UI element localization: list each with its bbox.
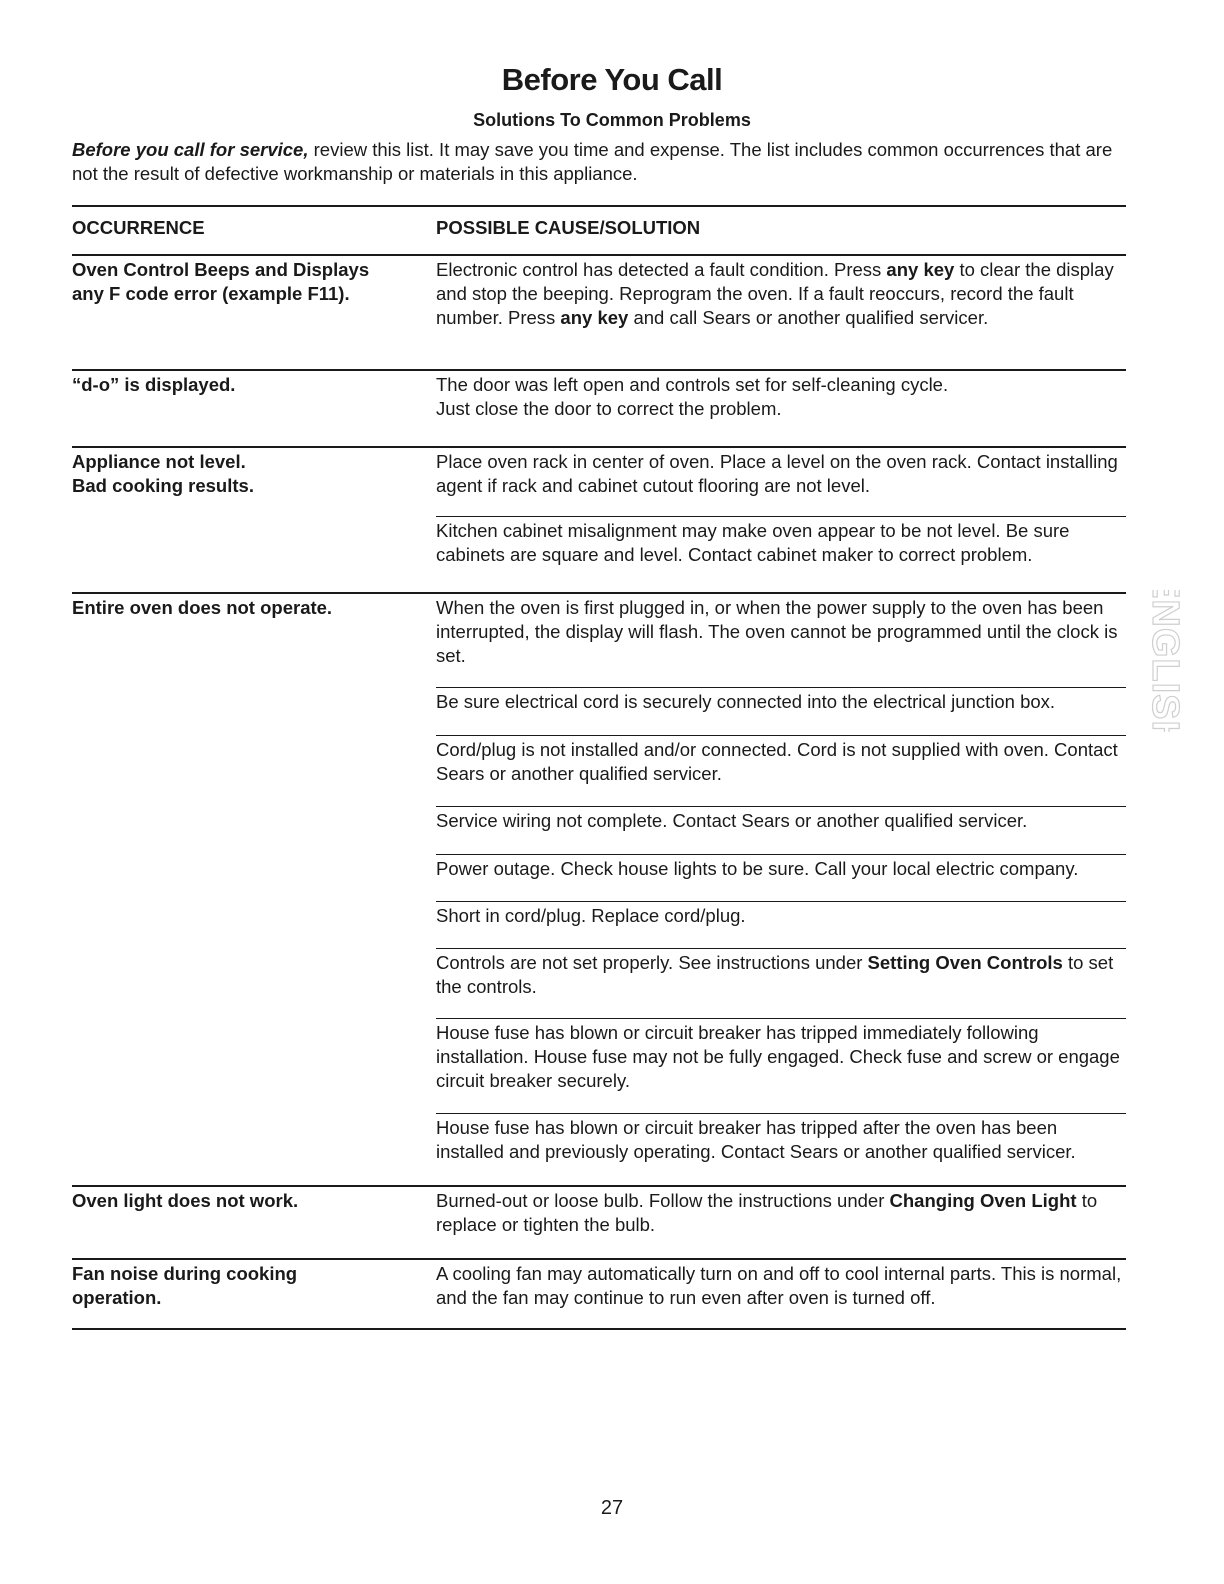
page-title: Before You Call [501, 62, 723, 97]
occurrence-cell [72, 594, 436, 1185]
solution-cell [436, 1019, 1126, 1114]
table-row [72, 448, 1126, 594]
solution-cell [436, 1114, 1126, 1185]
intro-paragraph [72, 138, 1134, 186]
table-row [72, 1187, 1126, 1260]
table-body [72, 256, 1126, 1330]
occurrence-text: Fan noise during cooking [72, 1263, 298, 1284]
solution-cell [436, 371, 1126, 446]
solution-group [436, 1187, 1126, 1258]
occurrence-cell [72, 1260, 436, 1328]
solution-group [436, 256, 1126, 369]
solution-text: and call Sears or another qualified servicer. [628, 307, 989, 328]
solution-text: Short in cord/plug. Replace cord/plug. [436, 905, 746, 926]
solution-cell [436, 807, 1126, 855]
column-header-solution: POSSIBLE CAUSE/SOLUTION [436, 217, 701, 238]
solution-text: to clear the display and stop the beeping. Reprogram the oven. If a fault reoccurs, record the fault number. Press [436, 259, 1114, 328]
page-subtitle: Solutions To Common Problems [473, 110, 751, 130]
side-language-svg [1133, 590, 1193, 732]
occurrence-text: “d-o” is displayed. [72, 374, 236, 395]
occurrence-cell [72, 448, 436, 592]
intro-text: review this list. It may save you time and expense. The list includes common occurrences that are not the result of defective workmanship or materials in this appliance. [72, 139, 1113, 184]
occurrence-text: operation. [72, 1287, 162, 1308]
solution-text: to set the controls. [436, 952, 1114, 997]
solution-text: Be sure electrical cord is securely connected into the electrical junction box. [436, 691, 1056, 712]
solution-text: House fuse has blown or circuit breaker has tripped after the oven has been installed and previously operating. Contact Sears or another qualified servicer. [436, 1117, 1076, 1162]
solution-text: Kitchen cabinet misalignment may make oven appear to be not level. Be sure cabinets are square and level. Contact cabinet maker to correct problem. [436, 520, 1070, 565]
occurrence-text: Oven light does not work. [72, 1190, 299, 1211]
solution-group [436, 371, 1126, 446]
occurrence-cell [72, 256, 436, 369]
solution-emphasis: any key [886, 259, 955, 280]
solution-group [436, 1260, 1126, 1328]
occurrence-text: Entire oven does not operate. [72, 597, 333, 618]
solution-text: House fuse has blown or circuit breaker has tripped immediately following installation. House fuse may not be fully engaged. Check fuse and screw or engage circuit breaker securely. [436, 1022, 1120, 1091]
table-row [72, 1260, 1126, 1330]
solution-cell [436, 517, 1126, 592]
solution-text: When the oven is first plugged in, or when the power supply to the oven has been interrupted, the display will flash. The oven cannot be programmed until the clock is set. [436, 597, 1118, 666]
solution-text: Electronic control has detected a fault condition. Press [436, 259, 887, 280]
solution-text: to replace or tighten the bulb. [436, 1190, 1098, 1235]
solution-text: Controls are not set properly. See instructions under [436, 952, 868, 973]
solution-cell [436, 1187, 1126, 1258]
table-row [72, 371, 1126, 448]
solution-cell [436, 1260, 1126, 1328]
solution-cell [436, 448, 1126, 517]
solution-cell [436, 688, 1126, 736]
solution-cell [436, 949, 1126, 1019]
occurrence-text: Bad cooking results. [72, 475, 254, 496]
occurrence-cell [72, 371, 436, 446]
side-language-tab [1133, 590, 1193, 732]
solution-cell [436, 736, 1126, 807]
solution-text: Service wiring not complete. Contact Sears or another qualified servicer. [436, 810, 1028, 831]
page-number: 27 [600, 1497, 624, 1519]
side-language-label: ENGLISH [1143, 590, 1186, 732]
solution-cell [436, 256, 1126, 369]
solution-text: Burned-out or loose bulb. Follow the instructions under [436, 1190, 890, 1211]
table-header [72, 207, 1126, 256]
solution-emphasis: Changing Oven Light [889, 1190, 1077, 1211]
solution-text: Just close the door to correct the problem. [436, 398, 782, 419]
occurrence-text: Appliance not level. [72, 451, 246, 472]
column-header-occurrence: OCCURRENCE [72, 217, 205, 238]
solution-text: Place oven rack in center of oven. Place a level on the oven rack. Contact installing agent if rack and cabinet cutout flooring are not level. [436, 451, 1118, 496]
solution-text: Power outage. Check house lights to be sure. Call your local electric company. [436, 858, 1079, 879]
table-row [72, 594, 1126, 1187]
solution-text: The door was left open and controls set for self-cleaning cycle. [436, 374, 949, 395]
occurrence-cell [72, 1187, 436, 1258]
table-row [72, 256, 1126, 371]
solution-text: Cord/plug is not installed and/or connected. Cord is not supplied with oven. Contact Sears or another qualified servicer. [436, 739, 1118, 784]
occurrence-text: any F code error (example F11). [72, 283, 350, 304]
occurrence-text: Oven Control Beeps and Displays [72, 259, 370, 280]
solution-text: A cooling fan may automatically turn on and off to cool internal parts. This is normal, and the fan may continue to run even after oven is turned off. [436, 1263, 1122, 1308]
solution-group [436, 594, 1126, 1185]
solution-cell [436, 594, 1126, 688]
intro-lead: Before you call for service, [72, 139, 309, 160]
solution-cell [436, 902, 1126, 949]
solution-emphasis: any key [560, 307, 629, 328]
solution-group [436, 448, 1126, 592]
solution-emphasis: Setting Oven Controls [867, 952, 1063, 973]
troubleshooting-table [72, 205, 1126, 1330]
solution-cell [436, 855, 1126, 902]
